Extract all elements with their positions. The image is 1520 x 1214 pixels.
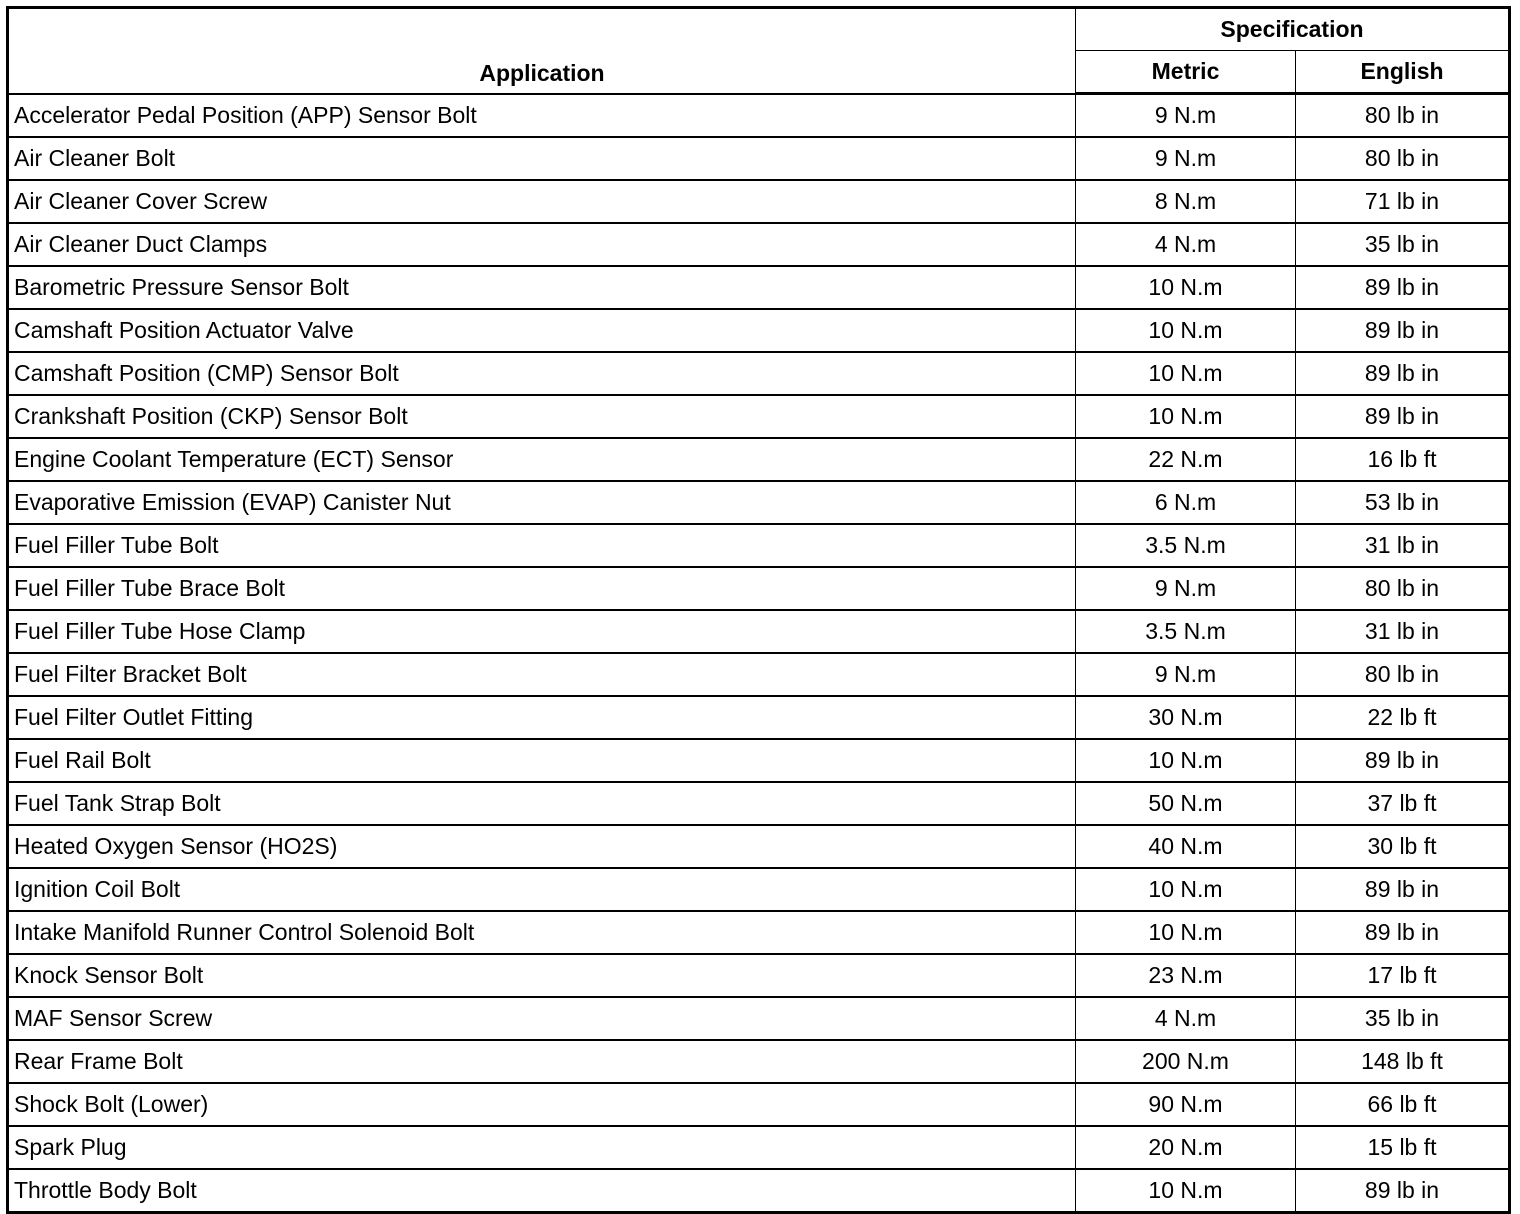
english-value-cell: 22 lb ft bbox=[1296, 696, 1510, 739]
metric-value-cell: 3.5 N.m bbox=[1076, 524, 1296, 567]
english-value-cell: 16 lb ft bbox=[1296, 438, 1510, 481]
english-value-cell: 17 lb ft bbox=[1296, 954, 1510, 997]
table-row bbox=[8, 309, 1510, 352]
english-value-cell: 35 lb in bbox=[1296, 997, 1510, 1040]
metric-column-header: Metric bbox=[1076, 51, 1296, 94]
metric-value-cell: 6 N.m bbox=[1076, 481, 1296, 524]
metric-value-cell: 4 N.m bbox=[1076, 223, 1296, 266]
metric-value-cell: 10 N.m bbox=[1076, 266, 1296, 309]
table-row bbox=[8, 825, 1510, 868]
english-value-cell: 89 lb in bbox=[1296, 1169, 1510, 1213]
table-row bbox=[8, 223, 1510, 266]
metric-value-cell: 10 N.m bbox=[1076, 1169, 1296, 1213]
specification-group-header: Specification bbox=[1076, 8, 1510, 51]
english-value-cell: 37 lb ft bbox=[1296, 782, 1510, 825]
application-cell: Spark Plug bbox=[8, 1126, 1076, 1169]
metric-value-cell: 9 N.m bbox=[1076, 567, 1296, 610]
table-row bbox=[8, 180, 1510, 223]
application-cell: Heated Oxygen Sensor (HO2S) bbox=[8, 825, 1076, 868]
metric-value-cell: 30 N.m bbox=[1076, 696, 1296, 739]
application-cell: Fuel Filter Outlet Fitting bbox=[8, 696, 1076, 739]
application-cell: Camshaft Position (CMP) Sensor Bolt bbox=[8, 352, 1076, 395]
english-value-cell: 80 lb in bbox=[1296, 653, 1510, 696]
application-cell: Ignition Coil Bolt bbox=[8, 868, 1076, 911]
metric-value-cell: 90 N.m bbox=[1076, 1083, 1296, 1126]
metric-value-cell: 4 N.m bbox=[1076, 997, 1296, 1040]
table-header bbox=[8, 8, 1510, 94]
application-cell: Knock Sensor Bolt bbox=[8, 954, 1076, 997]
metric-value-cell: 40 N.m bbox=[1076, 825, 1296, 868]
table-row bbox=[8, 696, 1510, 739]
application-cell: Shock Bolt (Lower) bbox=[8, 1083, 1076, 1126]
application-cell: Air Cleaner Cover Screw bbox=[8, 180, 1076, 223]
application-cell: Intake Manifold Runner Control Solenoid Bolt bbox=[8, 911, 1076, 954]
table-row bbox=[8, 954, 1510, 997]
table-row bbox=[8, 137, 1510, 180]
application-cell: Fuel Filler Tube Hose Clamp bbox=[8, 610, 1076, 653]
english-value-cell: 89 lb in bbox=[1296, 911, 1510, 954]
english-value-cell: 80 lb in bbox=[1296, 94, 1510, 138]
application-cell: Barometric Pressure Sensor Bolt bbox=[8, 266, 1076, 309]
english-value-cell: 53 lb in bbox=[1296, 481, 1510, 524]
metric-value-cell: 10 N.m bbox=[1076, 868, 1296, 911]
table-row bbox=[8, 438, 1510, 481]
metric-value-cell: 9 N.m bbox=[1076, 137, 1296, 180]
application-cell: Air Cleaner Duct Clamps bbox=[8, 223, 1076, 266]
table-row bbox=[8, 868, 1510, 911]
table-row bbox=[8, 266, 1510, 309]
table-row bbox=[8, 524, 1510, 567]
metric-value-cell: 23 N.m bbox=[1076, 954, 1296, 997]
table-row bbox=[8, 1126, 1510, 1169]
english-value-cell: 89 lb in bbox=[1296, 266, 1510, 309]
english-value-cell: 15 lb ft bbox=[1296, 1126, 1510, 1169]
metric-value-cell: 22 N.m bbox=[1076, 438, 1296, 481]
metric-value-cell: 8 N.m bbox=[1076, 180, 1296, 223]
metric-value-cell: 10 N.m bbox=[1076, 309, 1296, 352]
application-cell: Throttle Body Bolt bbox=[8, 1169, 1076, 1213]
table-row bbox=[8, 352, 1510, 395]
table-row bbox=[8, 610, 1510, 653]
english-value-cell: 31 lb in bbox=[1296, 610, 1510, 653]
english-column-header: English bbox=[1296, 51, 1510, 94]
english-value-cell: 148 lb ft bbox=[1296, 1040, 1510, 1083]
english-value-cell: 89 lb in bbox=[1296, 868, 1510, 911]
table-body bbox=[8, 94, 1510, 1213]
metric-value-cell: 9 N.m bbox=[1076, 653, 1296, 696]
english-value-cell: 80 lb in bbox=[1296, 567, 1510, 610]
english-value-cell: 80 lb in bbox=[1296, 137, 1510, 180]
metric-value-cell: 10 N.m bbox=[1076, 911, 1296, 954]
application-cell: Engine Coolant Temperature (ECT) Sensor bbox=[8, 438, 1076, 481]
english-value-cell: 89 lb in bbox=[1296, 395, 1510, 438]
application-cell: Fuel Rail Bolt bbox=[8, 739, 1076, 782]
english-value-cell: 89 lb in bbox=[1296, 739, 1510, 782]
specification-table bbox=[6, 6, 1511, 1214]
table-row bbox=[8, 1083, 1510, 1126]
application-column-header: Application bbox=[8, 8, 1076, 94]
table-row bbox=[8, 911, 1510, 954]
header-row-top bbox=[8, 8, 1510, 51]
application-cell: Accelerator Pedal Position (APP) Sensor Bolt bbox=[8, 94, 1076, 138]
application-cell: Fuel Filter Bracket Bolt bbox=[8, 653, 1076, 696]
english-value-cell: 31 lb in bbox=[1296, 524, 1510, 567]
metric-value-cell: 3.5 N.m bbox=[1076, 610, 1296, 653]
table-row bbox=[8, 739, 1510, 782]
english-value-cell: 30 lb ft bbox=[1296, 825, 1510, 868]
table-row bbox=[8, 782, 1510, 825]
application-cell: Fuel Filler Tube Brace Bolt bbox=[8, 567, 1076, 610]
english-value-cell: 89 lb in bbox=[1296, 352, 1510, 395]
metric-value-cell: 10 N.m bbox=[1076, 352, 1296, 395]
table-row bbox=[8, 1040, 1510, 1083]
application-cell: Fuel Filler Tube Bolt bbox=[8, 524, 1076, 567]
application-cell: Fuel Tank Strap Bolt bbox=[8, 782, 1076, 825]
metric-value-cell: 10 N.m bbox=[1076, 395, 1296, 438]
application-cell: Camshaft Position Actuator Valve bbox=[8, 309, 1076, 352]
metric-value-cell: 9 N.m bbox=[1076, 94, 1296, 138]
metric-value-cell: 50 N.m bbox=[1076, 782, 1296, 825]
application-cell: MAF Sensor Screw bbox=[8, 997, 1076, 1040]
metric-value-cell: 200 N.m bbox=[1076, 1040, 1296, 1083]
application-cell: Air Cleaner Bolt bbox=[8, 137, 1076, 180]
table-row bbox=[8, 94, 1510, 138]
application-cell: Rear Frame Bolt bbox=[8, 1040, 1076, 1083]
table-row bbox=[8, 567, 1510, 610]
metric-value-cell: 20 N.m bbox=[1076, 1126, 1296, 1169]
table-row bbox=[8, 653, 1510, 696]
application-cell: Crankshaft Position (CKP) Sensor Bolt bbox=[8, 395, 1076, 438]
english-value-cell: 35 lb in bbox=[1296, 223, 1510, 266]
table-row bbox=[8, 481, 1510, 524]
table-row bbox=[8, 395, 1510, 438]
table-row bbox=[8, 997, 1510, 1040]
table-row bbox=[8, 1169, 1510, 1213]
application-cell: Evaporative Emission (EVAP) Canister Nut bbox=[8, 481, 1076, 524]
metric-value-cell: 10 N.m bbox=[1076, 739, 1296, 782]
english-value-cell: 71 lb in bbox=[1296, 180, 1510, 223]
english-value-cell: 66 lb ft bbox=[1296, 1083, 1510, 1126]
english-value-cell: 89 lb in bbox=[1296, 309, 1510, 352]
